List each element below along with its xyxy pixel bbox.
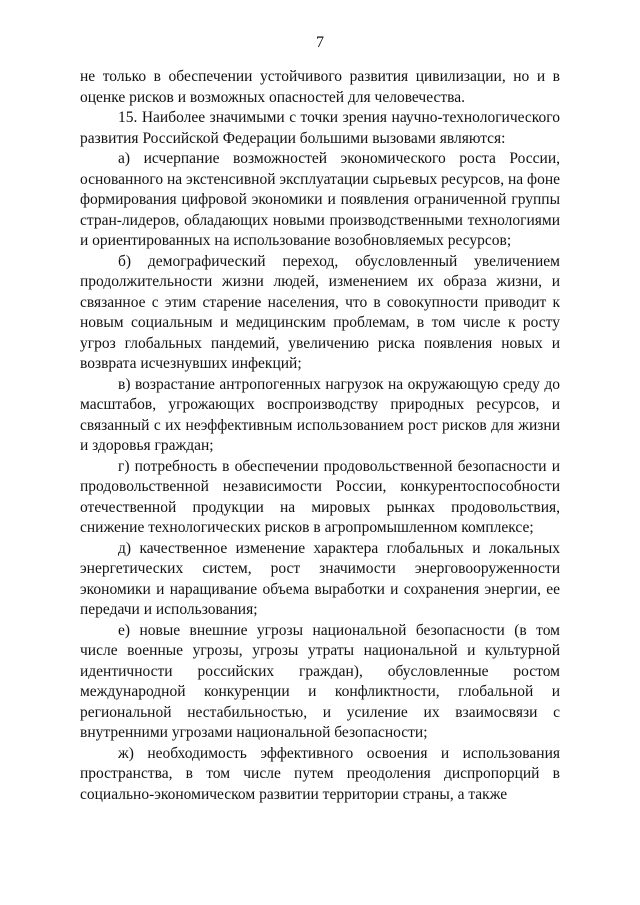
paragraph-item-15: 15. Наиболее значимыми с точки зрения научно-технологического развития Российской Федерации большими вызовами являются: bbox=[80, 109, 560, 147]
page-number: 7 bbox=[316, 34, 324, 51]
paragraph-item-a: а) исчерпание возможностей экономического роста России, основанного на экстенсивной эксплуатации сырьевых ресурсов, на фоне формирования цифровой экономики и появления ограниченной группы стран-лидеров, обладающих новыми производственными технологиями и ориентированных на использование возобновляемых ресурсов; bbox=[80, 150, 560, 249]
paragraph-item-v: в) возрастание антропогенных нагрузок на окружающую среду до масштабов, угрожающих воспроизводству природных ресурсов, и связанный с их неэффективным использованием рост рисков для жизни и здоровья граждан; bbox=[80, 375, 560, 454]
paragraph-item-g: г) потребность в обеспечении продовольственной безопасности и продовольственной независимости России, конкурентоспособности отечественной продукции на мировых рынках продовольствия, снижение технологических рисков в агропромышленном комплексе; bbox=[80, 457, 560, 536]
paragraph-item-zh: ж) необходимость эффективного освоения и использования пространства, в том числе путем преодоления диспропорций в социально-экономическом развитии территории страны, а также bbox=[80, 744, 560, 803]
paragraph-item-e: е) новые внешние угрозы национальной безопасности (в том числе военные угрозы, угрозы утраты национальной и культурной идентичности российских граждан), обусловленные ростом международной конкуренции и конфликтности, глобальной и региональной нестабильностью, и усиление их взаимосвязи с внутренними угрозами национальной безопасности; bbox=[80, 621, 560, 741]
paragraph-item-b: б) демографический переход, обусловленный увеличением продолжительности жизни людей, изменением их образа жизни, и связанное с этим старение населения, что в совокупности приводит к новым социальным и медицинским проблемам, в том числе к росту угроз глобальных пандемий, увеличению риска появления новых и возврата исчезнувших инфекций; bbox=[80, 252, 560, 372]
document-body bbox=[80, 67, 560, 805]
paragraph-continuation: не только в обеспечении устойчивого развития цивилизации, но и в оценке рисков и возможных опасностей для человечества. bbox=[80, 68, 560, 106]
paragraph-item-d: д) качественное изменение характера глобальных и локальных энергетических систем, рост значимости энерговооруженности экономики и наращивание объема выработки и сохранения энергии, ее передачи и использования; bbox=[80, 539, 560, 618]
